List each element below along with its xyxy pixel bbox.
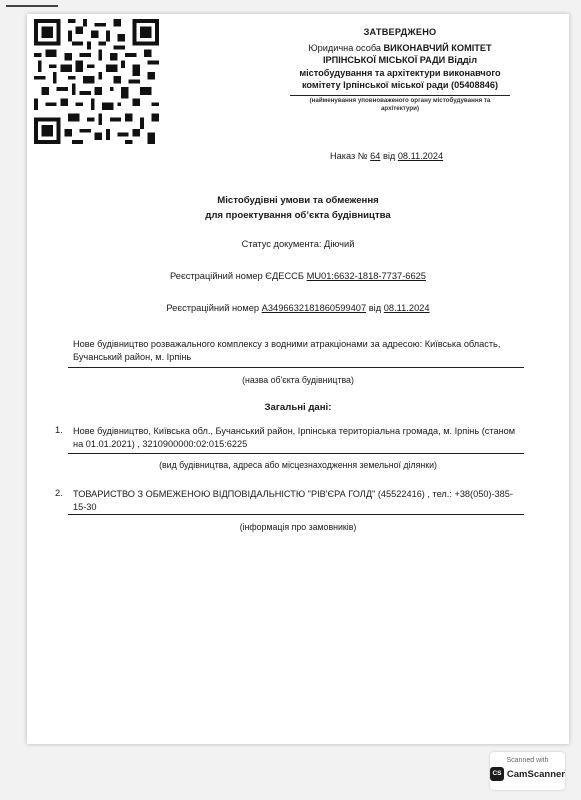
approval-underline: [290, 95, 510, 96]
document-status: Статус документа: Діючий: [241, 239, 355, 249]
object-name-caption: (назва об'єкта будівництва): [242, 375, 354, 385]
qr-code-icon: [34, 19, 159, 144]
registry-edessb: Реєстраційний номер ЄДЕССБ MU01:6632-1818-7737-6625: [170, 271, 426, 281]
document-title: Містобудівні умови та обмеження для проектування об’єкта будівництва: [205, 195, 391, 221]
customer-divider: [68, 514, 524, 515]
order-number: 64: [370, 151, 381, 161]
approval-organization: Юридична особа ВИКОНАВЧИЙ КОМІТЕТ ІРПІНСЬКОЇ МІСЬКОЇ РАДИ Відділ містобудування та архітектури виконавчого комітету Ірпінської міської ради (05408846): [299, 42, 501, 90]
customer-details: ТОВАРИСТВО З ОБМЕЖЕНОЮ ВІДПОВІДАЛЬНІСТЮ "РІВ'ЄРА ГОЛД" (45522416) , тел.: +38(050)-385-15-30: [73, 489, 513, 512]
object-name-divider: [68, 367, 524, 368]
order-date: 08.11.2024: [397, 151, 444, 161]
general-data-heading: Загальні дані:: [264, 402, 332, 413]
registry-number-value: А3496632181860599407: [261, 303, 367, 313]
registry-edessb-value: MU01:6632-1818-7737-6625: [306, 271, 426, 281]
item-number: 1.: [55, 425, 63, 435]
camscanner-watermark: Scanned with CS CamScanner: [490, 752, 565, 790]
approval-block: [290, 26, 510, 113]
camscanner-brand: CamScanner: [506, 768, 565, 780]
customer-caption: (інформація про замовників): [239, 522, 357, 532]
order-line: Наказ № 64 від 08.11.2024: [330, 151, 444, 161]
camscanner-logo-icon: CS: [490, 767, 504, 781]
registry-date: 08.11.2024: [383, 303, 430, 313]
scan-edge-mark: [6, 5, 58, 7]
object-name: Нове будівництво розважального комплексу з водними атракціонами за адресою: Київська область, Бучанський район, м. Ірпінь: [73, 339, 501, 362]
construction-caption: (вид будівництва, адреса або місцезнаходження земельної ділянки): [159, 460, 437, 470]
approval-heading: ЗАТВЕРДЖЕНО: [363, 27, 437, 37]
construction-divider: [68, 453, 524, 454]
item-number: 2.: [55, 488, 63, 498]
approval-caption: (найменування уповноваженого органу містобудування та архітектури): [309, 96, 491, 112]
registry-number: Реєстраційний номер А3496632181860599407 від 08.11.2024: [166, 303, 430, 313]
construction-details: Нове будівництво, Київська обл., Бучанський район, Ірпінська територіальна громада, м. Ірпінь (станом на 01.01.2021) , 3210900000:02:015:6225: [73, 426, 516, 449]
